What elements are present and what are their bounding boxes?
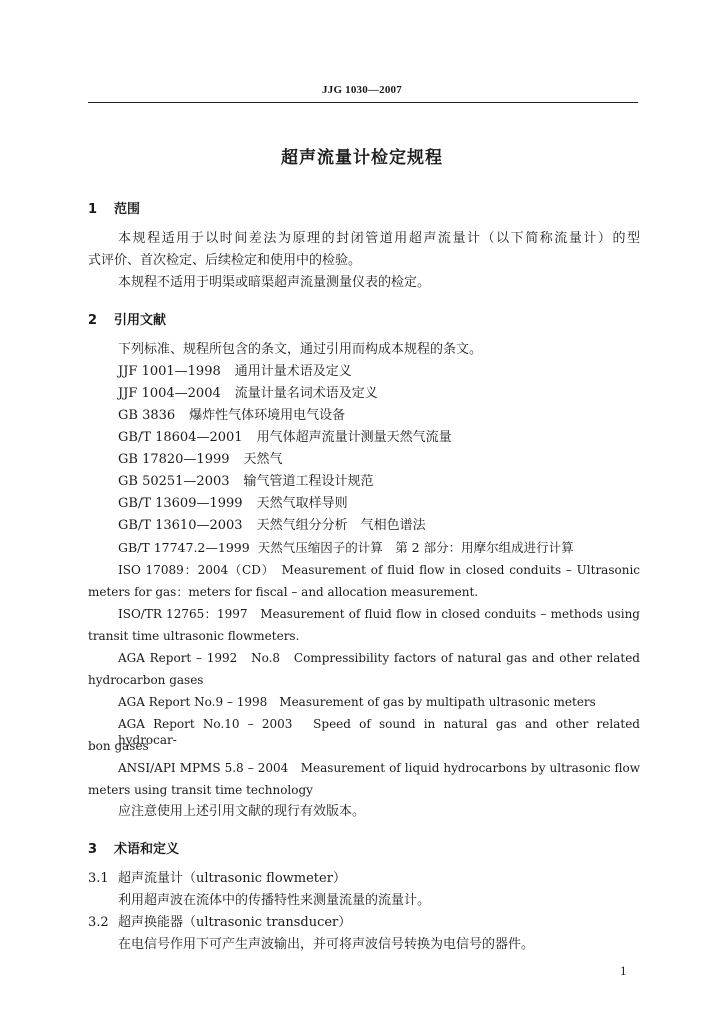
definition-term (88, 871, 346, 887)
definition-description: 利用超声波在流体中的传播特性来测量流量的流量计。 (118, 893, 431, 908)
section-number: 2 (88, 313, 98, 328)
reference-title: 天然气 (243, 452, 283, 467)
section-2-note: 应注意使用上述引用文献的现行有效版本。 (118, 804, 366, 819)
reference-item (118, 496, 348, 512)
reference-iso17089-line2: meters for gas：meters for fiscal – and allocation measurement. (88, 585, 479, 599)
reference-item (118, 518, 426, 534)
reference-code: GB/T 13609—1999 (118, 496, 243, 511)
section-1-heading (88, 198, 140, 217)
section-title: 术语和定义 (114, 842, 180, 857)
reference-item (118, 430, 452, 446)
definition-description: 在电信号作用下可产生声波输出，并可将声波信号转换为电信号的器件。 (118, 937, 535, 952)
reference-item (118, 364, 352, 380)
reference-code: GB/T 17747.2—1999 (118, 540, 250, 555)
reference-code: JJF 1001—1998 (118, 364, 221, 379)
definition-term (88, 915, 351, 931)
section-number: 3 (88, 842, 98, 857)
reference-api-line1: ANSI/API MPMS 5.8 – 2004 Measurement of liquid hydrocarbons by ultrasonic flow (118, 761, 640, 775)
reference-aga8-line1: AGA Report – 1992 No.8 Compressibility factors of natural gas and other related (118, 651, 640, 665)
reference-code: GB 50251—2003 (118, 474, 230, 489)
definition-number: 3.2 (88, 915, 109, 930)
header-rule (88, 102, 638, 103)
reference-title: 爆炸性气体环境用电气设备 (189, 408, 346, 423)
section-1-para1-line1: 本规程适用于以时间差法为原理的封闭管道用超声流量计（以下简称流量计）的型 (118, 231, 640, 246)
reference-code: GB/T 18604—2001 (118, 430, 243, 445)
section-2-intro: 下列标准、规程所包含的条文，通过引用而构成本规程的条文。 (118, 342, 483, 357)
reference-iso12765-line1: ISO/TR 12765：1997 Measurement of fluid flow in closed conduits – methods using (118, 607, 640, 621)
section-3-heading (88, 838, 179, 857)
definition-number: 3.1 (88, 871, 109, 886)
section-number: 1 (88, 202, 98, 217)
section-title: 引用文献 (114, 313, 167, 328)
reference-aga9: AGA Report No.9 – 1998 Measurement of gas by multipath ultrasonic meters (118, 695, 596, 709)
section-1-para1-line2: 式评价、首次检定、后续检定和使用中的检验。 (88, 253, 362, 268)
section-2-heading (88, 309, 166, 328)
definition-term-text: 超声流量计（ultrasonic flowmeter） (118, 871, 346, 886)
reference-title: 天然气压缩因子的计算 第 2 部分：用摩尔组成进行计算 (257, 540, 574, 555)
section-title: 范围 (114, 202, 141, 217)
reference-item (118, 386, 378, 402)
reference-api-line2: meters using transit time technology (88, 783, 313, 797)
reference-code: GB/T 13610—2003 (118, 518, 243, 533)
reference-aga8-line2: hydrocarbon gases (88, 673, 204, 687)
reference-code: JJF 1004—2004 (118, 386, 221, 401)
reference-title: 天然气取样导则 (256, 496, 348, 511)
definition-term-text: 超声换能器（ultrasonic transducer） (118, 915, 352, 930)
reference-title: 输气管道工程设计规范 (243, 474, 374, 489)
page-number: 1 (620, 963, 627, 978)
reference-item (118, 540, 574, 556)
document-title: 超声流量计检定规程 (281, 148, 443, 168)
reference-title: 通用计量术语及定义 (234, 364, 352, 379)
reference-title: 天然气组分分析 气相色谱法 (256, 518, 426, 533)
standard-code-header: JJG 1030—2007 (322, 84, 402, 96)
reference-item (118, 452, 283, 468)
reference-code: GB 3836 (118, 408, 176, 423)
section-1-para2: 本规程不适用于明渠或暗渠超声流量测量仪表的检定。 (118, 275, 431, 290)
reference-aga10-line2: bon gases (88, 739, 149, 753)
reference-iso12765-line2: transit time ultrasonic flowmeters. (88, 629, 300, 643)
reference-item (118, 408, 345, 424)
reference-code: GB 17820—1999 (118, 452, 230, 467)
reference-iso17089-line1: ISO 17089：2004（CD） Measurement of fluid flow in closed conduits – Ultrasonic (118, 563, 640, 577)
reference-title: 用气体超声流量计测量天然气流量 (256, 430, 452, 445)
reference-aga10-line1: AGA Report No.10 – 2003 Speed of sound in natural gas and other related hydrocar- (118, 717, 640, 747)
reference-item (118, 474, 374, 490)
reference-title: 流量计量名词术语及定义 (234, 386, 378, 401)
